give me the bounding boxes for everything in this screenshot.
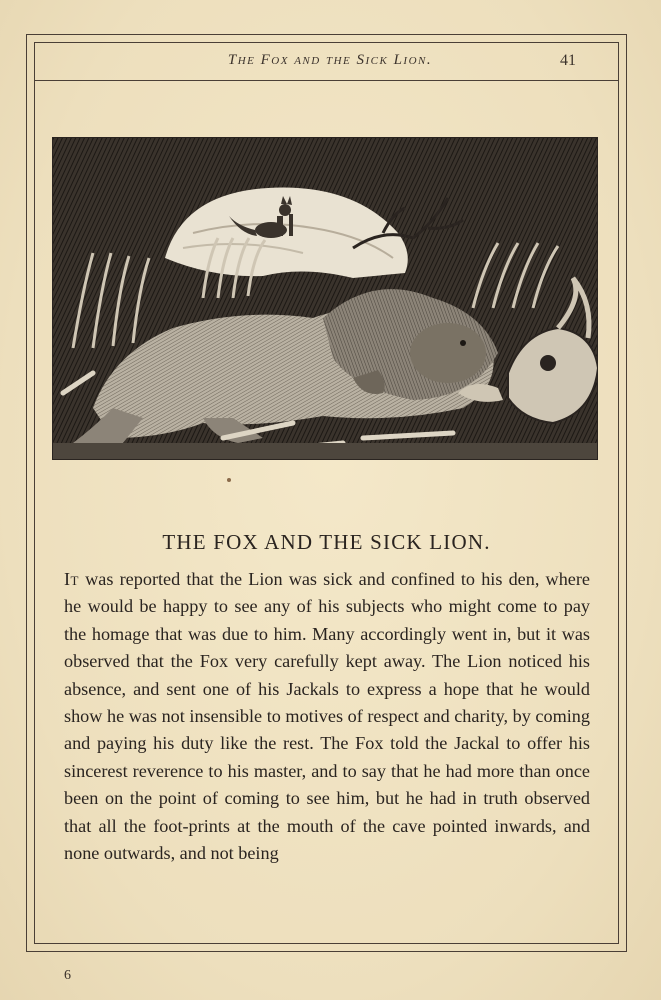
first-word: It [64,569,79,589]
story-body [64,566,590,867]
story-title: THE FOX AND THE SICK LION. [162,530,491,554]
illustration-icon [53,138,598,460]
header-rule [34,80,619,81]
running-title: The Fox and the Sick Lion. [227,52,433,68]
page-number: 41 [560,52,576,69]
signature-mark: 6 [64,968,71,983]
engraving-illustration [52,137,598,460]
story-paragraph [64,566,590,867]
story-text: was reported that the Lion was sick and confined to his den, where he would be happy to see any of his subjects who might come to pay the homage that was due to him. Many accordingly went in, but it was observed that the Fox very carefully kept away. The Lion noticed his absence, and sent one of his Jackals to express a hope that he would show he was not insensible to motives of respect and charity, by coming and paying his duty like the rest. The Fox told the Jackal to offer his sincerest reverence to his master, and to say that he had more than once been on the point of coming to see him, but he had in truth observed that all the foot-prints at the mouth of the cave pointed inwards, and none outwards, and not being [64,569,590,864]
ink-speck [227,478,231,482]
